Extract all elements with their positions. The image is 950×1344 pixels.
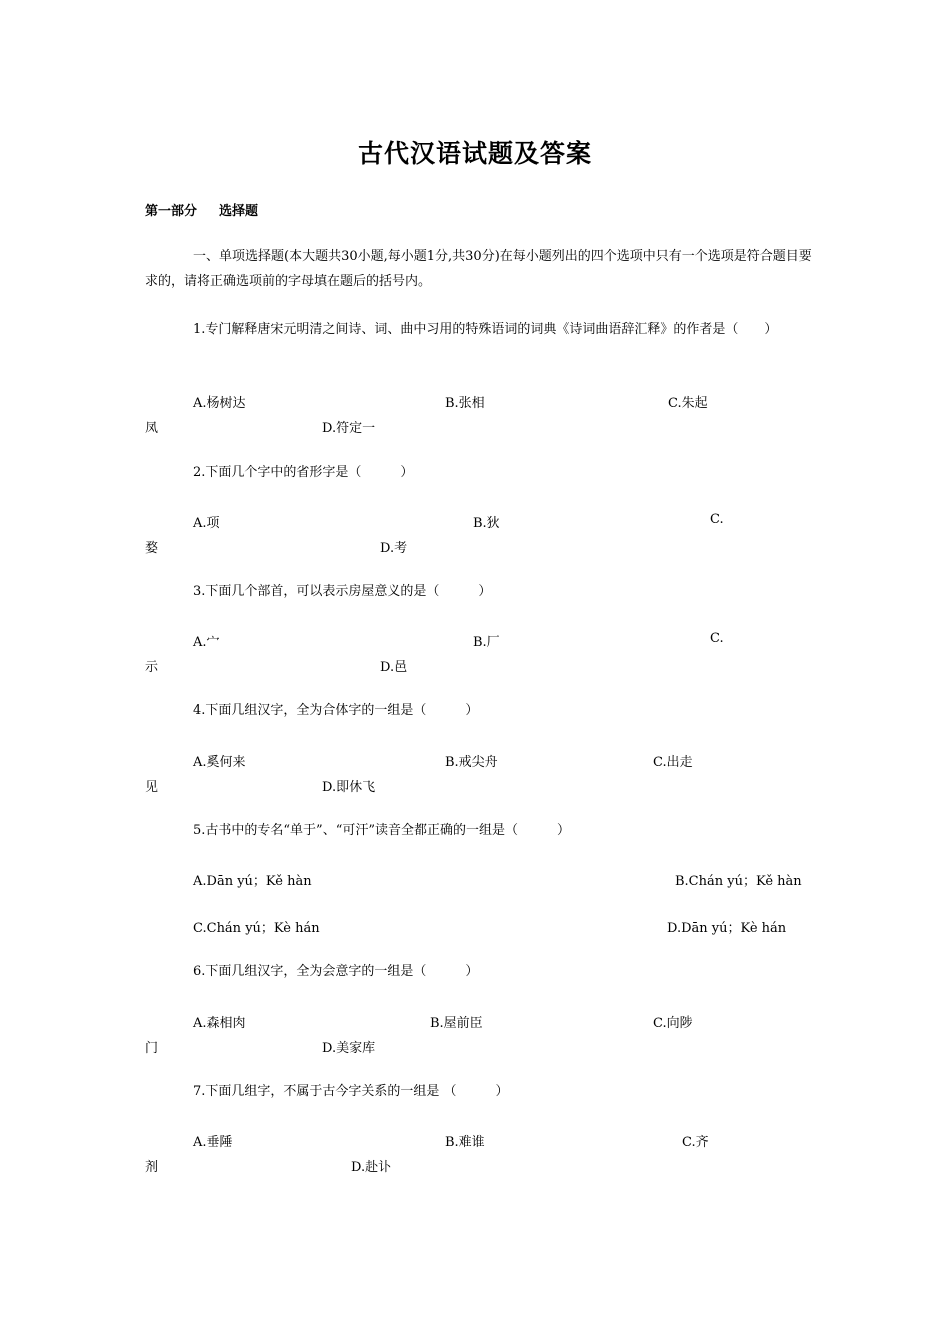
question-6-stem: 6.下面几组汉字，全为会意字的一组是（ ） xyxy=(193,964,479,979)
instructions-paragraph: 一、单项选择题(本大题共30小题,每小题1分,共30分)在每小题列出的四个选项中只有一个选项是符合题目要求的，请将正确选项前的字母填在题后的括号内。 xyxy=(145,249,812,289)
question-1-option-b: B.张相 xyxy=(445,396,485,411)
question-4-option-c-cont: 见 xyxy=(145,780,159,795)
question-2-option-c-cont: 婺 xyxy=(145,541,159,556)
question-5-option-a: A.Dān yú；Kě hàn xyxy=(193,874,312,889)
document-title: 古代汉语试题及答案 xyxy=(357,139,592,168)
question-2-stem: 2.下面几个字中的省形字是（ ） xyxy=(193,465,414,480)
question-1-option-c-cont: 凤 xyxy=(145,421,159,436)
question-4-option-d: D.即休飞 xyxy=(322,780,376,795)
question-7-option-c-cont: 剂 xyxy=(145,1160,159,1175)
question-6-option-c-cont: 门 xyxy=(145,1041,159,1056)
question-6-option-d: D.美家库 xyxy=(322,1041,376,1056)
question-6-option-a: A.森相肉 xyxy=(193,1016,246,1031)
question-5-option-c: C.Chán yú；Kè hán xyxy=(193,921,320,936)
question-2-option-d: D.考 xyxy=(380,541,408,556)
question-7-option-c: C.齐 xyxy=(682,1135,709,1150)
question-5-option-b: B.Chán yú；Kě hàn xyxy=(675,874,802,889)
question-5-option-d: D.Dān yú；Kè hán xyxy=(667,921,787,936)
question-5-stem: 5.古书中的专名“单于”、“可汗”读音全都正确的一组是（ ） xyxy=(193,823,570,838)
question-1-option-a: A.杨树达 xyxy=(193,396,246,411)
question-7-option-d: D.赴讣 xyxy=(351,1160,392,1175)
question-1-option-d: D.符定一 xyxy=(322,421,376,436)
question-2-option-b: B.狄 xyxy=(473,516,500,531)
question-7-option-b: B.难谁 xyxy=(445,1135,485,1150)
question-4-stem: 4.下面几组汉字，全为合体字的一组是（ ） xyxy=(193,703,479,718)
question-2-option-c: C. xyxy=(710,512,724,527)
section-heading xyxy=(145,200,258,219)
question-3-option-b: B.厂 xyxy=(473,635,500,650)
question-1-option-c: C.朱起 xyxy=(668,396,708,411)
section-part: 第一部分 xyxy=(145,204,198,219)
question-6-option-b: B.屋前臣 xyxy=(430,1016,483,1031)
question-2-option-a: A.项 xyxy=(193,516,220,531)
question-4-option-c: C.出走 xyxy=(653,755,693,770)
question-7-option-a: A.垂陲 xyxy=(193,1135,233,1150)
question-4-option-b: B.戒尖舟 xyxy=(445,755,498,770)
question-3-option-a: A.宀 xyxy=(193,635,220,650)
question-1-stem: 1.专门解释唐宋元明清之间诗、词、曲中习用的特殊语词的词典《诗词曲语辞汇释》的作者是（ ） xyxy=(193,322,778,337)
question-6-option-c: C.向陟 xyxy=(653,1016,693,1031)
question-3-stem: 3.下面几个部首，可以表示房屋意义的是（ ） xyxy=(193,584,492,599)
question-7-stem: 7.下面几组字，不属于古今字关系的一组是 （ ） xyxy=(193,1084,509,1099)
question-3-option-d: D.邑 xyxy=(380,660,408,675)
question-3-option-c-cont: 示 xyxy=(145,660,159,675)
question-4-option-a: A.奚何来 xyxy=(193,755,246,770)
question-3-option-c: C. xyxy=(710,631,724,646)
section-name: 选择题 xyxy=(219,204,259,219)
